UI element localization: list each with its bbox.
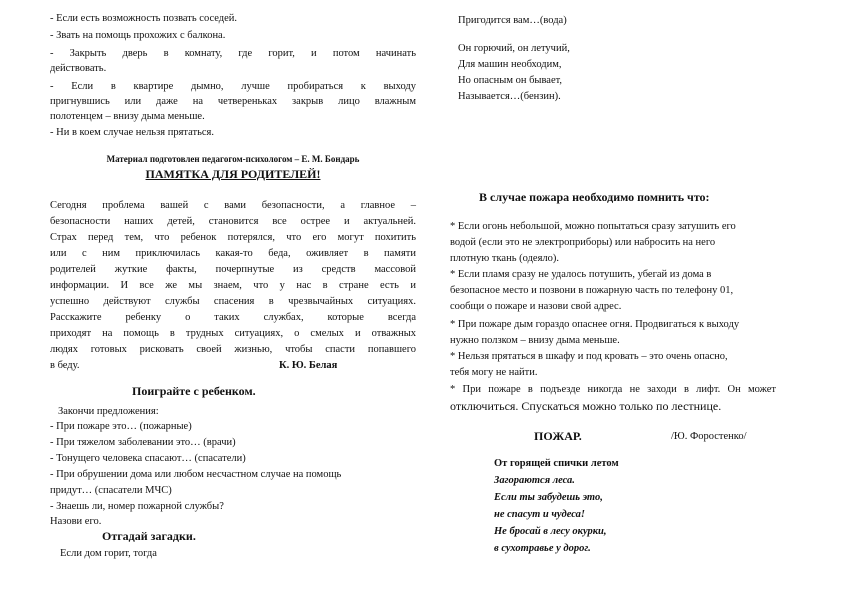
safety-bullet: - Если в квартире дымно, лучше пробираться к выходу xyxy=(50,81,416,92)
play-title: Поиграйте с ребенком. xyxy=(132,384,256,398)
fire-rule-line: безопасное место и позвони в пожарную часть по телефону 01, xyxy=(450,285,734,296)
paragraph-line: родителей жуткие факты, почерпнутые из средств массовой xyxy=(50,264,416,275)
riddle-line: Он горючий, он летучий, xyxy=(458,43,570,54)
poem-author: /Ю. Форостенко/ xyxy=(671,431,747,442)
play-item-cont: Назови его. xyxy=(50,516,102,527)
paragraph-line: приходят на помощь в трудных ситуациях, о смелых и отважных xyxy=(50,328,416,339)
riddle-line: Называется…(бензин). xyxy=(458,91,561,102)
safety-bullet: - Закрыть дверь в комнату, где горит, и потом начинать xyxy=(50,48,416,59)
fire-rules-title: В случае пожара необходимо помнить что: xyxy=(479,190,710,204)
fire-rule-line: * При пожаре в подъезде никогда не заходи в лифт. Он может xyxy=(450,384,776,395)
safety-bullet-cont: действовать. xyxy=(50,63,107,74)
fire-rule-line: * Если огонь небольшой, можно попытаться сразу затушить его xyxy=(450,221,736,232)
paragraph-line: безопасности наших детей, становится все острее и актуальней. xyxy=(50,216,416,227)
paragraph-line: людях готовых рисковать своей жизнью, чтобы спасти попавшего xyxy=(50,344,416,355)
poem-line: От горящей спички летом xyxy=(494,458,619,469)
fire-rule-line: сообщи о пожаре и назови свой адрес. xyxy=(450,301,622,312)
safety-bullet-cont: пригнувшись или даже на четвереньках закрыв лицо влажным xyxy=(50,96,416,107)
safety-bullet: - Ни в коем случае нельзя прятаться. xyxy=(50,127,214,138)
poem-title: ПОЖАР. xyxy=(534,429,582,443)
play-item: - Знаешь ли, номер пожарной службы? xyxy=(50,501,224,512)
fire-rule-line: нужно ползком – внизу дыма меньше. xyxy=(450,335,620,346)
safety-bullet: - Звать на помощь прохожих с балкона. xyxy=(50,30,226,41)
riddle-line: Если дом горит, тогда xyxy=(60,548,157,559)
paragraph-line: или с ним приключилась какая-то беда, оживляет в памяти xyxy=(50,248,416,259)
fire-rule-line: тебя могу не найти. xyxy=(450,367,538,378)
safety-bullet-cont: полотенцем – внизу дыма меньше. xyxy=(50,111,205,122)
play-item-cont: придут… (спасатели МЧС) xyxy=(50,485,172,496)
riddle-line: Но опасным он бывает, xyxy=(458,75,563,86)
fire-rule-line: * Если пламя сразу не удалось потушить, убегай из дома в xyxy=(450,269,712,280)
paragraph-line: Сегодня проблема вашей с вами безопасности, а главное – xyxy=(50,200,416,211)
paragraph-line: Расскажите ребенку о таких службах, которые всегда xyxy=(50,312,416,323)
fire-rule-line: * Нельзя прятаться в шкафу и под кровать – это очень опасно, xyxy=(450,351,728,362)
poem-line: Загораются леса. xyxy=(494,475,575,486)
play-item: - Тонущего человека спасают… (спасатели) xyxy=(50,453,246,464)
paragraph-line: успешно действуют службы спасения в чрезвычайных ситуациях. xyxy=(50,296,416,307)
riddle-title: Отгадай загадки. xyxy=(102,529,196,543)
author-note: Материал подготовлен педагогом-психологом – Е. М. Бондарь xyxy=(106,154,360,164)
paragraph-line: Страх перед тем, что ребенок потерялся, что его могут похитить xyxy=(50,232,416,243)
poem-line: Не бросай в лесу окурки, xyxy=(494,526,607,537)
riddle-answer: Пригодится вам…(вода) xyxy=(458,15,567,26)
poem-line: не спасут и чудеса! xyxy=(494,509,585,520)
paragraph-last-line: в беду. xyxy=(50,360,80,371)
signature: К. Ю. Белая xyxy=(279,360,338,371)
riddle-line: Для машин необходим, xyxy=(458,59,562,70)
poem-line: в сухотравье у дорог. xyxy=(494,543,591,554)
fire-rule-line: отключиться. Спускаться можно только по лестнице. xyxy=(450,399,722,413)
play-item: - При тяжелом заболевании это… (врачи) xyxy=(50,437,236,448)
fire-rule-line: плотную ткань (одеяло). xyxy=(450,253,560,264)
play-item: - При обрушении дома или любом несчастном случае на помощь xyxy=(50,469,342,480)
fire-rule-line: водой (если это не электроприборы) или набросить на него xyxy=(450,237,716,248)
finish-label: Закончи предложения: xyxy=(58,406,159,417)
safety-bullet: - Если есть возможность позвать соседей. xyxy=(50,13,238,24)
memo-title: ПАМЯТКА ДЛЯ РОДИТЕЛЕЙ! xyxy=(145,167,321,181)
play-item: - При пожаре это… (пожарные) xyxy=(50,421,192,432)
fire-rule-line: * При пожаре дым гораздо опаснее огня. Продвигаться к выходу xyxy=(450,319,740,330)
paragraph-line: информации. И все же мы знаем, что у нас в стране есть и xyxy=(50,280,416,291)
poem-line: Если ты забудешь это, xyxy=(494,492,603,503)
